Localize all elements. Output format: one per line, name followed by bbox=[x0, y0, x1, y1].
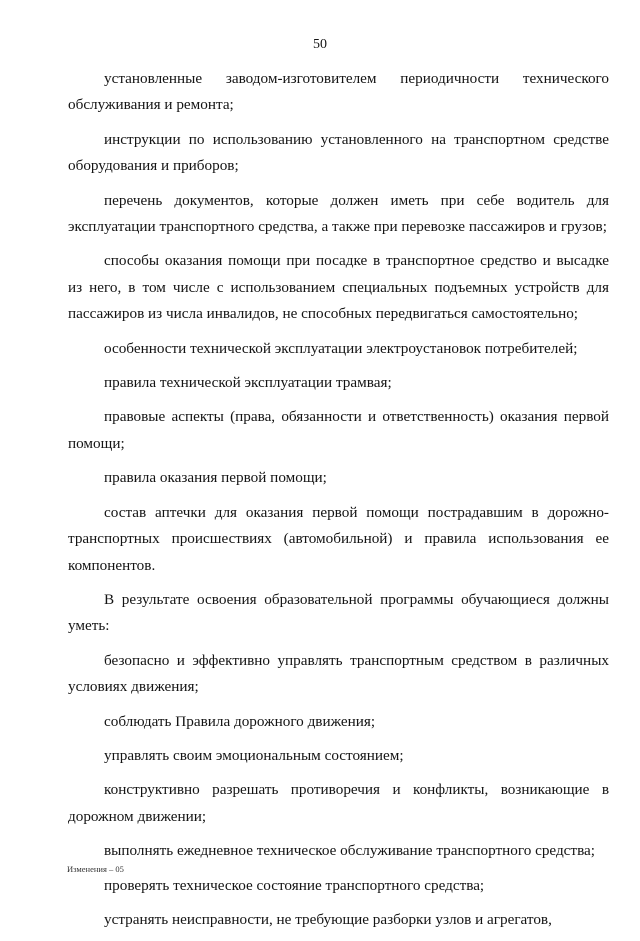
paragraph: правовые аспекты (права, обязанности и ответственность) оказания первой помощи; bbox=[68, 408, 609, 452]
paragraph: выполнять ежедневное техническое обслуживание транспортного средства; bbox=[104, 842, 595, 860]
paragraph: состав аптечки для оказания первой помощи пострадавшим в дорожно-транспортных происшествиях (автомобильной) и правила использования ее компонентов. bbox=[68, 503, 609, 574]
paragraph: перечень документов, которые должен иметь при себе водитель для эксплуатации транспортного средства, а также при перевозке пассажиров и грузов; bbox=[68, 191, 609, 236]
paragraph: безопасно и эффективно управлять транспортным средством в различных условиях движения; bbox=[68, 651, 609, 696]
paragraph: особенности технической эксплуатации электроустановок потребителей; bbox=[104, 339, 578, 357]
paragraph: проверять техническое состояние транспортного средства; bbox=[104, 876, 485, 894]
footer-note: Изменения – 05 bbox=[67, 864, 124, 874]
paragraph: управлять своим эмоциональным состоянием; bbox=[104, 746, 404, 764]
paragraph: правила оказания первой помощи; bbox=[104, 469, 327, 487]
paragraph: устранять неисправности, не требующие разборки узлов и агрегатов, bbox=[104, 910, 552, 928]
paragraph: конструктивно разрешать противоречия и конфликты, возникающие в дорожном движении; bbox=[68, 781, 609, 825]
page-number: 50 bbox=[313, 37, 327, 52]
paragraph: способы оказания помощи при посадке в транспортное средство и высадке из него, в том числе с использованием специальных подъемных устройств для пассажиров из числа инвалидов, не способных передвигаться самостоятельно; bbox=[68, 252, 609, 323]
paragraph: соблюдать Правила дорожного движения; bbox=[104, 712, 376, 730]
paragraph: инструкции по использованию установленного на транспортном средстве оборудования и приборов; bbox=[68, 130, 609, 175]
paragraph: правила технической эксплуатации трамвая; bbox=[104, 374, 392, 392]
document-body bbox=[68, 66, 609, 941]
paragraph: В результате освоения образовательной программы обучающиеся должны уметь: bbox=[68, 590, 609, 635]
paragraph: установленные заводом-изготовителем периодичности технического обслуживания и ремонта; bbox=[68, 70, 609, 114]
